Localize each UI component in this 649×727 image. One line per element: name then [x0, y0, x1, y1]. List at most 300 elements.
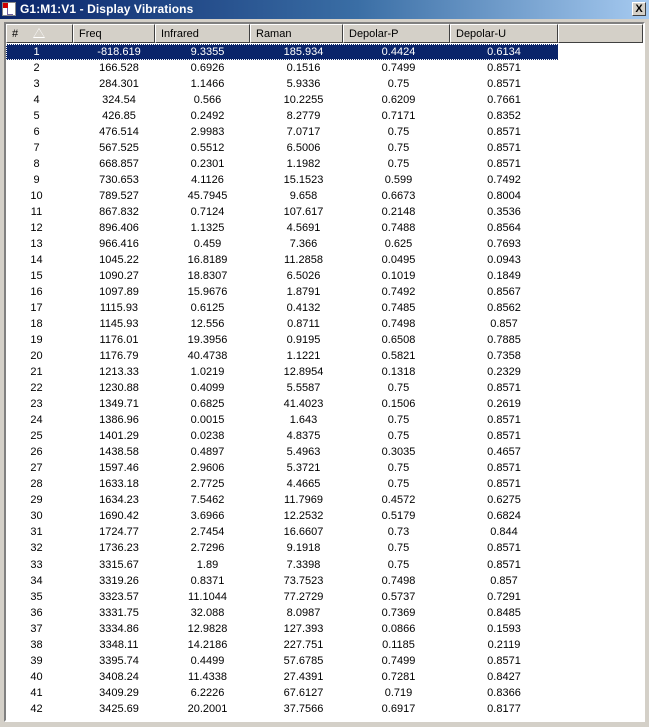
cell-raman: 73.7523	[283, 574, 324, 587]
cell-depolar-u: 0.7661	[487, 94, 521, 107]
cell-depolar-p: 0.75	[387, 558, 410, 571]
cell-depolar-p: 0.7281	[381, 670, 416, 683]
cell-raman: 185.934	[250, 44, 343, 60]
cell-freq: 1090.27	[99, 270, 139, 283]
cell-index: 11	[30, 206, 43, 219]
cell-freq: 166.528	[99, 62, 139, 75]
cell-infrared: 12.9828	[187, 622, 228, 635]
cell-index: 20	[30, 350, 43, 363]
column-header-infrared[interactable]	[155, 24, 250, 43]
cell-depolar-u: 0.7291	[487, 590, 521, 603]
cell-depolar-p: 0.5821	[381, 350, 416, 363]
cell-index: 2	[33, 62, 40, 75]
cell-freq: 1724.77	[99, 526, 139, 539]
cell-depolar-p: 0.75	[387, 126, 410, 139]
cell-freq: 966.416	[99, 238, 139, 251]
cell-index: 21	[30, 366, 43, 379]
cell-depolar-p: 0.0866	[381, 622, 416, 635]
table-row[interactable]	[6, 573, 643, 589]
table-row[interactable]	[6, 140, 643, 156]
cell-index: 27	[30, 462, 43, 475]
cell-depolar-p: 0.1185	[382, 638, 415, 651]
cell-infrared: 2.7454	[190, 526, 225, 539]
cell-depolar-u: 0.4657	[487, 446, 521, 459]
cell-depolar-p: 0.6508	[381, 334, 416, 347]
cell-freq: 3409.29	[99, 686, 139, 699]
cell-depolar-u: 0.8427	[487, 670, 521, 683]
cell-infrared: 0.4499	[190, 654, 225, 667]
cell-depolar-u: 0.3536	[487, 206, 521, 219]
cell-index: 19	[30, 334, 43, 347]
cell-freq: 3315.67	[99, 558, 139, 571]
cell-raman: 6.5026	[286, 270, 321, 283]
cell-raman: 1.643	[289, 414, 318, 427]
cell-index: 40	[30, 670, 43, 683]
cell-raman: 7.0717	[286, 126, 321, 139]
cell-depolar-p: 0.2148	[381, 206, 416, 219]
cell-freq: 1386.96	[99, 414, 139, 427]
cell-index: 13	[30, 238, 43, 251]
cell-freq: 1176.79	[99, 350, 139, 363]
table-row[interactable]	[6, 284, 643, 300]
cell-raman: 1.8791	[286, 286, 321, 299]
cell-depolar-u: 0.7885	[487, 334, 521, 347]
cell-infrared: 7.5462	[190, 494, 225, 507]
cell-depolar-p: 0.4572	[381, 494, 416, 507]
cell-depolar-p: 0.599	[384, 174, 413, 187]
cell-depolar-p: 0.1506	[381, 398, 416, 411]
table-row[interactable]	[6, 108, 643, 124]
cell-raman: 4.8375	[286, 430, 321, 443]
cell-index: 14	[30, 254, 43, 267]
cell-infrared: 0.8371	[190, 574, 225, 587]
cell-depolar-p: 0.3035	[381, 446, 416, 459]
table-row[interactable]	[6, 172, 643, 188]
cell-index: 16	[30, 286, 43, 299]
cell-index: 10	[30, 190, 43, 203]
table-row[interactable]	[6, 204, 643, 220]
column-header-label: Freq	[79, 28, 102, 40]
cell-depolar-u: 0.8571	[487, 382, 521, 395]
cell-index: 1	[6, 44, 73, 60]
cell-depolar-p: 0.7488	[381, 222, 416, 235]
table-row[interactable]	[6, 685, 643, 701]
cell-freq: 1213.33	[99, 366, 139, 379]
cell-raman: 4.5691	[286, 222, 321, 235]
cell-freq: 1633.18	[99, 478, 139, 491]
table-row[interactable]	[6, 364, 643, 380]
cell-freq: 1115.93	[99, 302, 139, 315]
cell-infrared: 0.0015	[190, 414, 225, 427]
cell-freq: 3334.86	[99, 622, 139, 635]
cell-raman: 6.5006	[286, 142, 321, 155]
table-row[interactable]	[6, 236, 643, 252]
cell-freq: 567.525	[99, 142, 139, 155]
cell-index: 15	[30, 270, 43, 283]
cell-infrared: 0.4099	[190, 382, 225, 395]
column-header-filler	[558, 24, 643, 43]
cell-depolar-p: 0.7499	[381, 62, 416, 75]
cell-freq: 476.514	[99, 126, 139, 139]
cell-infrared: 32.088	[190, 606, 225, 619]
cell-depolar-u: 0.857	[490, 318, 518, 331]
cell-depolar-u: 0.2119	[487, 638, 521, 651]
title-bar[interactable]	[0, 0, 649, 19]
vibrations-list[interactable]	[4, 22, 645, 722]
cell-raman: 12.8954	[283, 366, 324, 379]
table-row[interactable]	[6, 124, 643, 140]
table-row[interactable]	[6, 316, 643, 332]
cell-raman: 57.6785	[283, 654, 324, 667]
cell-infrared: 4.1126	[191, 174, 224, 187]
cell-index: 4	[33, 94, 40, 107]
table-row[interactable]	[6, 428, 643, 444]
table-row[interactable]	[6, 589, 643, 605]
cell-raman: 37.7566	[283, 702, 324, 715]
cell-raman: 27.4391	[283, 670, 324, 683]
table-row[interactable]	[6, 524, 643, 540]
cell-depolar-u: 0.6275	[487, 494, 521, 507]
cell-raman: 11.2858	[284, 254, 323, 267]
table-row[interactable]	[6, 540, 643, 556]
cell-freq: -818.619	[73, 44, 155, 60]
cell-depolar-u: 0.8571	[487, 462, 521, 475]
cell-raman: 0.1516	[286, 62, 321, 75]
cell-depolar-p: 0.7499	[381, 654, 416, 667]
cell-infrared: 3.6966	[190, 510, 225, 523]
cell-infrared: 1.1325	[190, 222, 225, 235]
table-row[interactable]	[6, 476, 643, 492]
cell-raman: 7.366	[289, 238, 318, 251]
column-header-row	[6, 24, 643, 43]
cell-depolar-p: 0.1019	[381, 270, 416, 283]
cell-infrared: 2.7725	[190, 478, 225, 491]
table-row[interactable]	[6, 637, 643, 653]
cell-depolar-u: 0.8571	[487, 558, 521, 571]
cell-depolar-u: 0.7492	[487, 174, 521, 187]
cell-raman: 5.9336	[286, 78, 321, 91]
cell-depolar-u: 0.8562	[487, 302, 521, 315]
cell-freq: 324.54	[102, 94, 136, 107]
cell-depolar-p: 0.5737	[381, 590, 416, 603]
cell-freq: 3425.69	[99, 702, 139, 715]
cell-depolar-p: 0.75	[387, 158, 410, 171]
table-row[interactable]	[6, 669, 643, 685]
table-row[interactable]	[6, 605, 643, 621]
table-row[interactable]	[6, 220, 643, 236]
cell-depolar-p: 0.7369	[381, 606, 416, 619]
close-button[interactable]: X	[632, 2, 646, 16]
cell-freq: 3395.74	[99, 654, 139, 667]
cell-index: 6	[33, 126, 40, 139]
cell-raman: 4.4665	[286, 478, 321, 491]
table-row[interactable]	[6, 188, 643, 204]
cell-raman: 12.2532	[283, 510, 324, 523]
cell-depolar-p: 0.75	[387, 542, 410, 555]
table-row[interactable]	[6, 300, 643, 316]
table-row[interactable]	[6, 380, 643, 396]
cell-depolar-p: 0.73	[387, 526, 410, 539]
cell-depolar-p: 0.75	[387, 382, 410, 395]
cell-freq: 1176.01	[99, 334, 139, 347]
cell-infrared: 12.556	[190, 318, 225, 331]
cell-index: 29	[30, 494, 43, 507]
table-row[interactable]	[6, 701, 643, 717]
cell-depolar-u: 0.8567	[487, 286, 521, 299]
table-row[interactable]	[6, 653, 643, 669]
column-header-index[interactable]	[6, 24, 73, 43]
table-row[interactable]	[6, 332, 643, 348]
cell-index: 12	[30, 222, 43, 235]
cell-infrared: 0.4897	[190, 446, 225, 459]
cell-raman: 15.1523	[283, 174, 324, 187]
cell-depolar-p: 0.1318	[381, 366, 416, 379]
column-header-depolar-u[interactable]	[450, 24, 558, 43]
cell-freq: 668.857	[99, 158, 139, 171]
cell-raman: 5.5587	[286, 382, 321, 395]
cell-raman: 5.3721	[286, 462, 321, 475]
cell-raman: 1.1982	[286, 158, 321, 171]
cell-freq: 1401.29	[99, 430, 139, 443]
cell-infrared: 20.2001	[187, 702, 228, 715]
column-header-label: Depolar-U	[456, 28, 507, 40]
cell-depolar-u: 0.8571	[487, 654, 521, 667]
app-molecule-icon[interactable]	[2, 2, 16, 16]
cell-depolar-p: 0.4424	[343, 44, 450, 60]
cell-depolar-u: 0.2329	[487, 366, 521, 379]
cell-depolar-u: 0.857	[490, 574, 518, 587]
cell-infrared: 0.2492	[190, 110, 225, 123]
cell-depolar-u: 0.8564	[487, 222, 521, 235]
cell-depolar-u: 0.0943	[487, 254, 521, 267]
table-row[interactable]	[6, 492, 643, 508]
table-row[interactable]	[6, 557, 643, 573]
cell-index: 7	[33, 142, 40, 155]
cell-raman: 9.658	[289, 190, 318, 203]
cell-depolar-p: 0.75	[387, 414, 410, 427]
cell-freq: 789.527	[99, 190, 139, 203]
cell-index: 28	[30, 478, 43, 491]
cell-freq: 1349.71	[99, 398, 139, 411]
cell-index: 35	[30, 590, 43, 603]
table-row[interactable]	[6, 268, 643, 284]
cell-freq: 1597.46	[99, 462, 139, 475]
table-row[interactable]	[6, 156, 643, 172]
column-header-depolar-p[interactable]	[343, 24, 450, 43]
cell-infrared: 11.1044	[188, 590, 227, 603]
cell-raman: 11.7969	[284, 494, 323, 507]
cell-depolar-p: 0.75	[387, 142, 410, 155]
cell-raman: 227.751	[283, 638, 324, 651]
cell-depolar-u: 0.6134	[450, 44, 558, 60]
cell-freq: 1736.23	[99, 542, 139, 555]
column-header-freq[interactable]	[73, 24, 155, 43]
cell-infrared: 6.2226	[190, 686, 225, 699]
cell-index: 8	[33, 158, 40, 171]
cell-infrared: 15.9676	[187, 286, 228, 299]
column-header-label: Depolar-P	[349, 28, 399, 40]
cell-depolar-p: 0.75	[387, 462, 410, 475]
table-row[interactable]	[6, 252, 643, 268]
cell-infrared: 0.7124	[190, 206, 225, 219]
cell-raman: 0.8711	[287, 318, 320, 331]
table-body	[6, 44, 643, 717]
cell-index: 42	[30, 702, 43, 715]
cell-index: 5	[33, 110, 40, 123]
table-row[interactable]	[6, 460, 643, 476]
cell-raman: 8.2779	[286, 110, 321, 123]
cell-depolar-u: 0.1593	[487, 622, 521, 635]
cell-infrared: 2.9606	[190, 462, 225, 475]
cell-index: 9	[33, 174, 40, 187]
cell-depolar-u: 0.7693	[487, 238, 521, 251]
cell-freq: 3348.11	[99, 638, 139, 651]
cell-freq: 896.406	[99, 222, 139, 235]
cell-infrared: 0.6125	[190, 302, 225, 315]
cell-depolar-u: 0.8571	[487, 78, 521, 91]
cell-depolar-u: 0.6824	[487, 510, 521, 523]
cell-index: 32	[30, 542, 43, 555]
cell-freq: 3319.26	[99, 574, 139, 587]
cell-depolar-p: 0.75	[387, 78, 410, 91]
cell-freq: 1690.42	[99, 510, 139, 523]
cell-freq: 426.85	[102, 110, 136, 123]
cell-freq: 1438.58	[99, 446, 139, 459]
cell-raman: 41.4023	[283, 398, 324, 411]
cell-depolar-p: 0.6917	[381, 702, 416, 715]
table-row[interactable]	[6, 44, 643, 60]
cell-infrared: 2.9983	[190, 126, 225, 139]
cell-depolar-p: 0.7492	[381, 286, 416, 299]
cell-depolar-u: 0.8571	[487, 430, 521, 443]
cell-index: 24	[30, 414, 43, 427]
cell-freq: 1045.22	[99, 254, 139, 267]
cell-depolar-u: 0.8571	[487, 542, 521, 555]
cell-index: 39	[30, 654, 43, 667]
column-header-label: Infrared	[161, 28, 199, 40]
table-row[interactable]	[6, 76, 643, 92]
cell-depolar-p: 0.5179	[381, 510, 416, 523]
cell-depolar-u: 0.8571	[487, 142, 521, 155]
cell-index: 3	[33, 78, 40, 91]
cell-depolar-p: 0.719	[384, 686, 413, 699]
cell-depolar-u: 0.844	[490, 526, 518, 539]
cell-infrared: 45.7945	[187, 190, 228, 203]
cell-infrared: 19.3956	[187, 334, 228, 347]
cell-depolar-u: 0.8485	[487, 606, 521, 619]
cell-raman: 1.1221	[286, 350, 321, 363]
cell-depolar-p: 0.6209	[381, 94, 416, 107]
cell-depolar-p: 0.7171	[381, 110, 416, 123]
column-header-raman[interactable]	[250, 24, 343, 43]
cell-freq: 867.832	[99, 206, 139, 219]
cell-depolar-u: 0.2619	[487, 398, 521, 411]
cell-index: 41	[30, 686, 43, 699]
cell-raman: 5.4963	[286, 446, 321, 459]
cell-infrared: 0.566	[193, 94, 222, 107]
cell-depolar-p: 0.7485	[381, 302, 416, 315]
column-header-label: #	[12, 28, 19, 40]
cell-raman: 8.0987	[286, 606, 321, 619]
table-row[interactable]	[6, 412, 643, 428]
cell-depolar-u: 0.7358	[487, 350, 521, 363]
cell-freq: 3408.24	[99, 670, 139, 683]
cell-infrared: 0.6825	[190, 398, 225, 411]
table-row[interactable]	[6, 396, 643, 412]
cell-depolar-u: 0.8571	[487, 478, 521, 491]
cell-raman: 77.2729	[283, 590, 324, 603]
cell-depolar-u: 0.8352	[487, 110, 521, 123]
cell-freq: 1230.88	[99, 382, 139, 395]
sort-ascending-icon	[33, 28, 45, 38]
cell-raman: 0.4132	[286, 302, 321, 315]
cell-raman: 10.2255	[283, 94, 324, 107]
cell-depolar-u: 0.8177	[487, 702, 521, 715]
cell-raman: 7.3398	[286, 558, 321, 571]
cell-depolar-p: 0.75	[387, 478, 410, 491]
cell-infrared: 1.89	[196, 558, 219, 571]
column-header-label: Raman	[256, 28, 292, 40]
cell-raman: 67.6127	[283, 686, 324, 699]
cell-raman: 0.9195	[286, 334, 321, 347]
table-row[interactable]	[6, 92, 643, 108]
cell-freq: 3331.75	[99, 606, 139, 619]
cell-depolar-p: 0.7498	[381, 574, 416, 587]
cell-depolar-u: 0.1849	[487, 270, 521, 283]
table-row[interactable]	[6, 508, 643, 524]
cell-index: 34	[30, 574, 43, 587]
table-row[interactable]	[6, 621, 643, 637]
table-row[interactable]	[6, 60, 643, 76]
cell-depolar-u: 0.8571	[487, 158, 521, 171]
cell-infrared: 0.0238	[190, 430, 225, 443]
cell-depolar-u: 0.8004	[487, 190, 521, 203]
cell-raman: 107.617	[283, 206, 324, 219]
cell-index: 26	[30, 446, 43, 459]
cell-index: 31	[30, 526, 43, 539]
cell-index: 22	[30, 382, 43, 395]
table-row[interactable]	[6, 444, 643, 460]
cell-index: 17	[30, 302, 43, 315]
cell-index: 37	[30, 622, 43, 635]
cell-index: 25	[30, 430, 43, 443]
cell-depolar-p: 0.7498	[381, 318, 416, 331]
cell-infrared: 1.0219	[190, 366, 225, 379]
cell-raman: 16.6607	[283, 526, 324, 539]
cell-index: 38	[30, 638, 43, 651]
cell-infrared: 11.4338	[188, 670, 227, 683]
cell-depolar-p: 0.6673	[381, 190, 416, 203]
cell-infrared: 16.8189	[187, 254, 228, 267]
cell-index: 23	[30, 398, 43, 411]
cell-depolar-p: 0.625	[384, 238, 413, 251]
cell-index: 18	[30, 318, 43, 331]
table-row[interactable]	[6, 348, 643, 364]
cell-index: 36	[30, 606, 43, 619]
cell-infrared: 0.2301	[190, 158, 225, 171]
cell-freq: 730.653	[99, 174, 139, 187]
cell-infrared: 9.3355	[155, 44, 250, 60]
cell-freq: 1634.23	[99, 494, 139, 507]
window-title: G1:M1:V1 - Display Vibrations	[20, 2, 194, 16]
cell-depolar-u: 0.8571	[487, 126, 521, 139]
cell-index: 33	[30, 558, 43, 571]
cell-raman: 127.393	[283, 622, 324, 635]
cell-raman: 9.1918	[286, 542, 321, 555]
cell-freq: 1145.93	[99, 318, 139, 331]
cell-freq: 3323.57	[99, 590, 139, 603]
cell-depolar-u: 0.8571	[487, 414, 521, 427]
